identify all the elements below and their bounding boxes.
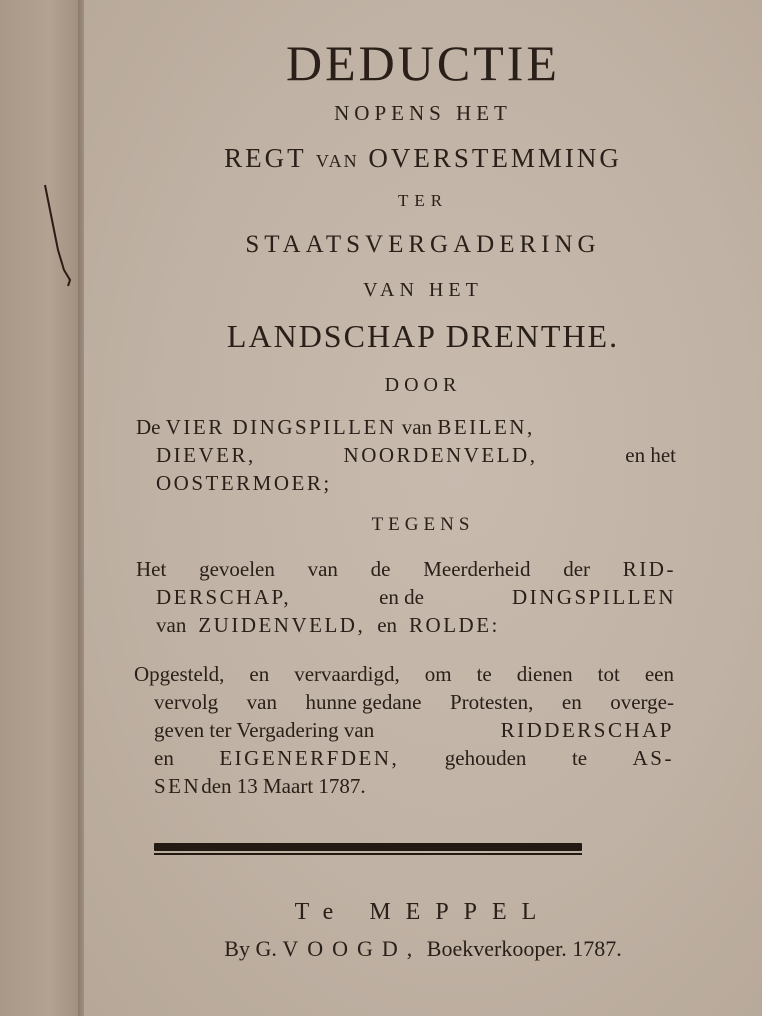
authors-en-het: en het: [625, 443, 676, 467]
description-line-1: [134, 660, 674, 688]
word: Protesten,: [449, 690, 534, 714]
word: en de: [379, 585, 425, 609]
by-label: DOOR: [384, 374, 462, 396]
subtitle-line-1: NOPENS HET: [334, 101, 512, 125]
word: ROLDE:: [409, 613, 500, 637]
word: ZUIDENVELD,: [198, 613, 366, 637]
word: gevoelen: [199, 557, 275, 581]
description-line-4: [134, 744, 674, 772]
title-page: [84, 0, 762, 1016]
word: RID-: [622, 557, 676, 581]
subtitle-regt: REGT: [224, 143, 307, 173]
word: RIDDERSCHAP: [500, 718, 674, 742]
word: EIGENERFDEN,: [219, 746, 400, 770]
word: der: [563, 557, 591, 581]
double-rule-divider: [154, 843, 582, 855]
word: van: [307, 557, 338, 581]
word: AS-: [632, 746, 674, 770]
subtitle-van: VAN: [315, 151, 359, 171]
word: de: [370, 557, 391, 581]
description-line-3: [134, 716, 674, 744]
word: vervaardigd,: [294, 662, 400, 686]
word: om: [424, 662, 452, 686]
word: dienen: [516, 662, 573, 686]
authors-line-2: [136, 441, 676, 469]
rule-thick: [154, 843, 582, 851]
word: vervolg: [154, 690, 219, 714]
word: Het: [136, 557, 167, 581]
against-line-2: [136, 583, 676, 611]
word: gehouden: [444, 746, 527, 770]
main-title: DEDUCTIE: [286, 35, 560, 91]
imprint-place: [84, 900, 762, 924]
authors-diever: DIEVER,: [156, 443, 256, 467]
description-line-2: [134, 688, 674, 716]
against-label: TEGENS: [371, 514, 475, 535]
against-block: [136, 555, 676, 639]
authors-de: De: [136, 415, 166, 439]
authors-noordenveld: NOORDENVELD,: [343, 443, 538, 467]
word: en: [154, 746, 174, 770]
authors-line-3: [136, 469, 676, 497]
word: Meerderheid: [423, 557, 531, 581]
word: DINGSPILLEN: [512, 585, 676, 609]
authors-line-1: [136, 413, 676, 441]
authors-oostermoer: OOSTERMOER;: [156, 471, 332, 495]
imprint-voogd: VOOGD,: [282, 936, 422, 961]
word: te: [571, 746, 588, 770]
word: den 13 Maart 1787.: [201, 774, 366, 798]
word: en: [377, 613, 398, 637]
authors-vier-dingspillen: VIER DINGSPILLEN: [165, 415, 397, 439]
authors-beilen: BEILEN,: [437, 415, 535, 439]
against-line-1: [136, 555, 676, 583]
word: tot: [597, 662, 620, 686]
word: overge-: [610, 690, 674, 714]
imprint-year: 1787.: [572, 936, 622, 961]
imprint-publisher: [84, 938, 762, 960]
page-tear-mark: [40, 180, 80, 290]
subtitle-line-4: STAATSVERGADERING: [245, 231, 601, 258]
authors-van: van: [396, 415, 438, 439]
word: geven ter Vergadering van: [154, 718, 375, 742]
authors-block: [136, 413, 676, 497]
word: een: [644, 662, 674, 686]
imprint-role: Boekverkooper.: [426, 936, 567, 961]
description-line-5: [134, 772, 674, 800]
subtitle-line-6: LANDSCHAP DRENTHE.: [226, 318, 620, 354]
imprint-by-g: By G.: [224, 936, 277, 961]
word: te: [476, 662, 492, 686]
word: van: [246, 690, 277, 714]
imprint-te: Te: [294, 899, 349, 925]
word: Opgesteld,: [134, 662, 225, 686]
imprint-meppel: MEPPEL: [369, 899, 552, 925]
word: SEN: [154, 774, 202, 798]
word: hunne gedane: [305, 690, 422, 714]
word: en: [561, 690, 582, 714]
rule-thin: [154, 853, 582, 855]
subtitle-line-2: [84, 145, 762, 172]
against-line-3: [136, 611, 676, 639]
facing-page: [0, 0, 82, 1016]
subtitle-line-5: VAN HET: [363, 279, 483, 301]
subtitle-line-3: TER: [397, 191, 449, 210]
word: en: [249, 662, 270, 686]
word: van: [156, 613, 187, 637]
subtitle-overstemming: OVERSTEMMING: [368, 143, 622, 173]
word: DERSCHAP,: [156, 585, 292, 609]
description-block: [134, 660, 674, 800]
